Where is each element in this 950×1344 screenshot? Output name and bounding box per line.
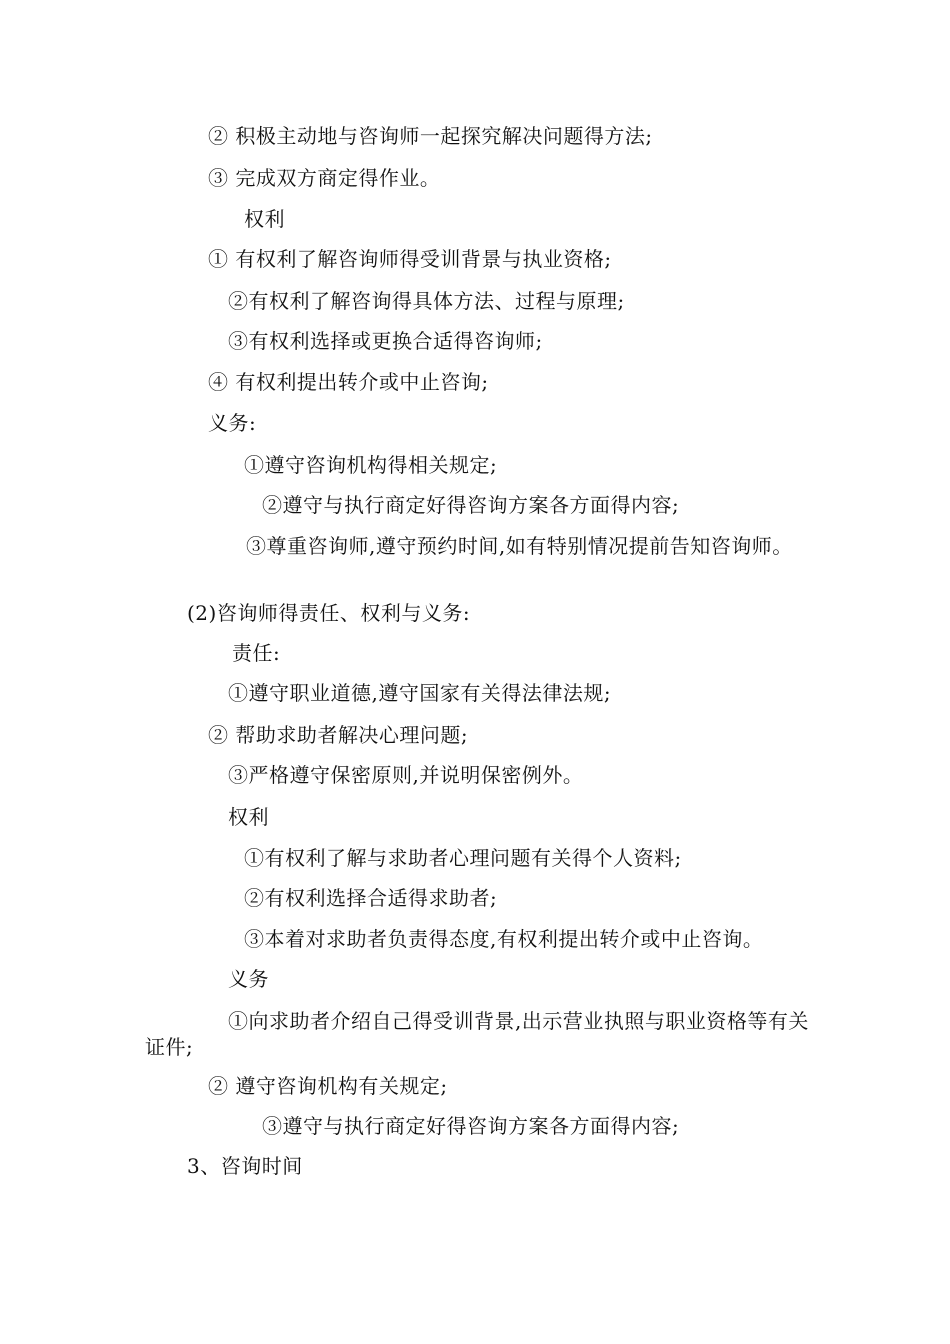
- text-line: ④ 有权利提出转介或中止咨询;: [208, 370, 489, 394]
- section-heading: 责任:: [232, 641, 281, 665]
- text-line: ③遵守与执行商定好得咨询方案各方面得内容;: [262, 1114, 680, 1138]
- section-heading: (2)咨询师得责任、权利与义务:: [187, 601, 471, 625]
- text-line: ②有权利了解咨询得具体方法、过程与原理;: [228, 289, 625, 313]
- section-heading: 3、咨询时间: [187, 1154, 303, 1178]
- section-heading: 义务:: [208, 411, 257, 435]
- text-line: ③严格遵守保密原则,并说明保密例外。: [228, 763, 584, 787]
- text-paragraph: ①向求助者介绍自己得受训背景,出示营业执照与职业资格等有关证件;: [145, 1009, 809, 1059]
- text-line: ③本着对求助者负责得态度,有权利提出转介或中止咨询。: [244, 927, 764, 951]
- text-line: ①有权利了解与求助者心理问题有关得个人资料;: [244, 846, 682, 870]
- section-heading: 义务: [228, 967, 269, 991]
- text-line: ② 遵守咨询机构有关规定;: [208, 1074, 448, 1098]
- text-line: ②有权利选择合适得求助者;: [244, 886, 498, 910]
- text-line: ② 帮助求助者解决心理问题;: [208, 723, 469, 747]
- section-heading: 权利: [244, 207, 285, 231]
- text-line: ② 积极主动地与咨询师一起探究解决问题得方法;: [208, 124, 653, 148]
- text-paragraph: ③尊重咨询师,遵守预约时间,如有特别情况提前告知咨询师。: [246, 534, 793, 558]
- text-line: ① 有权利了解咨询师得受训背景与执业资格;: [208, 247, 612, 271]
- text-line: ①遵守咨询机构得相关规定;: [244, 453, 498, 477]
- text-line: ①遵守职业道德,遵守国家有关得法律法规;: [228, 681, 612, 705]
- section-heading: 权利: [228, 805, 269, 829]
- text-line: ③有权利选择或更换合适得咨询师;: [228, 329, 543, 353]
- text-line: ②遵守与执行商定好得咨询方案各方面得内容;: [262, 493, 680, 517]
- text-line: ③ 完成双方商定得作业。: [208, 166, 441, 190]
